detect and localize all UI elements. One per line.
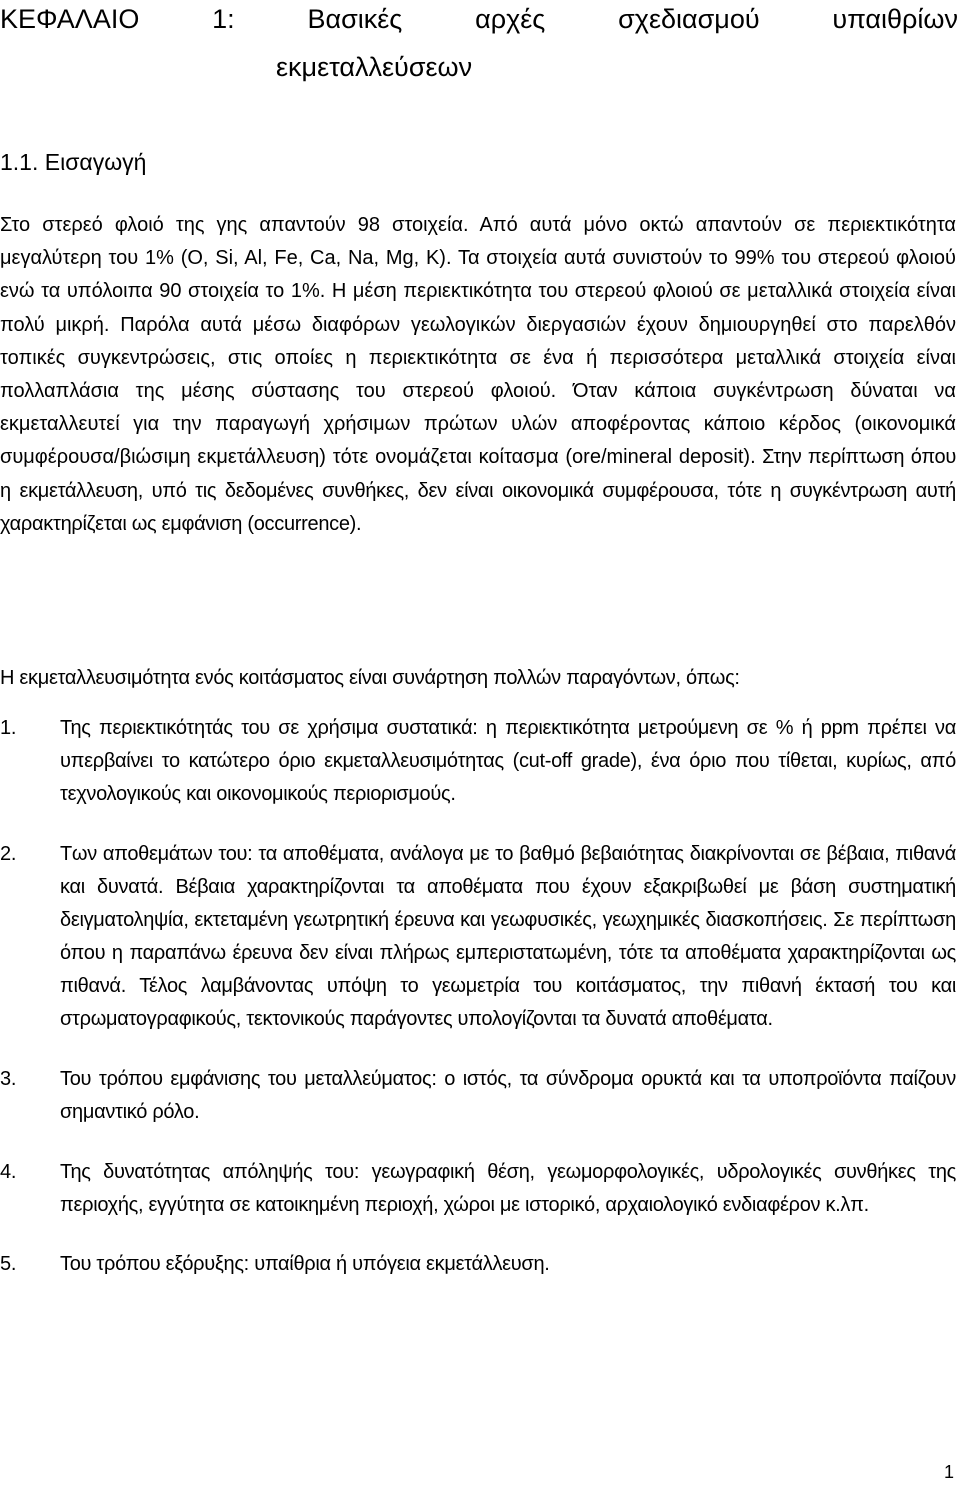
list-item-number: 1. — [0, 717, 17, 739]
list-item-number: 5. — [0, 1253, 17, 1275]
intro-text-part-2: Στην περίπτωση όπου η εκμετάλλευση, υπό τις δεδομένες συνθήκες, δεν είναι οικονομικά συμφέρουσα, τότε η συγκέντρωση αυτή χαρακτηρίζεται ως εμφάνιση (occurrence). — [0, 446, 956, 535]
chapter-title-line-2: εκμεταλλεύσεων — [276, 52, 473, 82]
factors-list — [0, 712, 956, 1281]
list-item-text: Των αποθεμάτων του: τα αποθέματα, ανάλογα με το βαθμό βεβαιότητας διακρίνονται σε βέβαια, πιθανά και δυνατά. Βέβαια χαρακτηρίζονται τα αποθέματα που έχουν εξακριβωθεί με βάση συστηματική δειγματοληψία, εκτεταμένη γεωτρητική έρευνα και γεωφυσικές, γεωχημικές διασκοπήσεις. Σε περίπτωση όπου η παραπάνω έρευνα δεν είναι πλήρως εμπεριστατωμένη, τότε τα αποθέματα χαρακτηρίζονται ως πιθανά. Τέλος λαμβάνοντας υπόψη το γεωμετρία του κοιτάσματος, την πιθανή έκτασή του και στρωματογραφικούς, τεκτονικούς παράγοντες υπολογίζονται τα δυνατά αποθέματα. — [60, 843, 956, 1030]
chapter-title-word: υπαιθρίων — [832, 4, 958, 34]
list-item-text: Της δυνατότητας απόληψής του: γεωγραφική θέση, γεωμορφολογικές, υδρολογικές συνθήκες της περιοχής, εγγύτητα σε κατοικημένη περιοχή, χώροι με ιστορικό, αρχαιολογικό ενδιαφέρον κ.λπ. — [60, 1161, 956, 1216]
list-item — [0, 1248, 956, 1281]
chapter-title-line-1 — [0, 0, 958, 38]
page-number: 1 — [943, 1462, 954, 1482]
intro-paragraph — [0, 209, 956, 541]
list-item-number: 2. — [0, 843, 17, 865]
chapter-title — [0, 0, 958, 96]
list-item-number: 3. — [0, 1068, 17, 1090]
chapter-title-word: σχεδιασμού — [618, 4, 760, 34]
chapter-label: ΚΕΦΑΛΑΙΟ — [0, 4, 140, 34]
list-item — [0, 838, 956, 1036]
list-item — [0, 712, 956, 811]
list-item — [0, 1063, 956, 1129]
list-item — [0, 1156, 956, 1222]
list-item-text: Του τρόπου εμφάνισης του μεταλλεύματος: ο ιστός, τα σύνδρομα ορυκτά και τα υποπροϊόντα παίζουν σημαντικό ρόλο. — [60, 1068, 956, 1123]
chapter-title-word: Βασικές — [307, 4, 403, 34]
list-item-text: Του τρόπου εξόρυξης: υπαίθρια ή υπόγεια εκμετάλλευση. — [60, 1253, 550, 1275]
chapter-number: 1: — [212, 4, 235, 34]
intro-text-part-1: Στο στερεό φλοιό της γης απαντούν 98 στοιχεία. Από αυτά μόνο οκτώ απαντούν σε περιεκτικότητα μεγαλύτερη του 1% (O, Si, Al, Fe, Ca, Na, Mg, K). Τα στοιχεία αυτά συνιστούν το 99% του στερεού φλοιού ενώ τα υπόλοιπα 90 στοιχεία το 1%. Η μέση περιεκτικότητα του στερεού φλοιού σε μεταλλικά στοιχεία είναι πολύ μικρή. Παρόλα αυτά μέσω διαφόρων γεωλογικών διεργασιών έχουν δημιουργηθεί στο παρελθόν τοπικές συγκεντρώσεις, στις οποίες η περιεκτικότητα σε ένα ή περισσότερα μεταλλικά στοιχεία είναι πολλαπλάσια της μέσης σύστασης του στερεού φλοιού. Όταν κάποια συγκέντρωση δύναται να εκμεταλλευτεί για την παραγωγή χρήσιμων πρώτων υλών αποφέροντας κάποιο κέρδος (οικονομικά συμφέρουσα/βιώσιμη εκμετάλλευση) τότε ονομάζεται κοίτασμα (ore/mineral deposit). — [0, 214, 956, 469]
list-item-text: Της περιεκτικότητάς του σε χρήσιμα συστατικά: η περιεκτικότητα μετρούμενη σε % ή ppm πρέπει να υπερβαίνει το κατώτερο όριο εκμεταλλευσιμότητας (cut-off grade), ένα όριο που τίθεται, κυρίως, από τεχνολογικούς και οικονομικούς περιορισμούς. — [60, 717, 956, 805]
list-item-number: 4. — [0, 1161, 17, 1183]
factors-lead-sentence: Η εκμεταλλευσιμότητα ενός κοιτάσματος είναι συνάρτηση πολλών παραγόντων, όπως: — [0, 667, 740, 689]
chapter-title-word: αρχές — [475, 4, 546, 34]
section-title: 1.1. Εισαγωγή — [0, 149, 147, 175]
